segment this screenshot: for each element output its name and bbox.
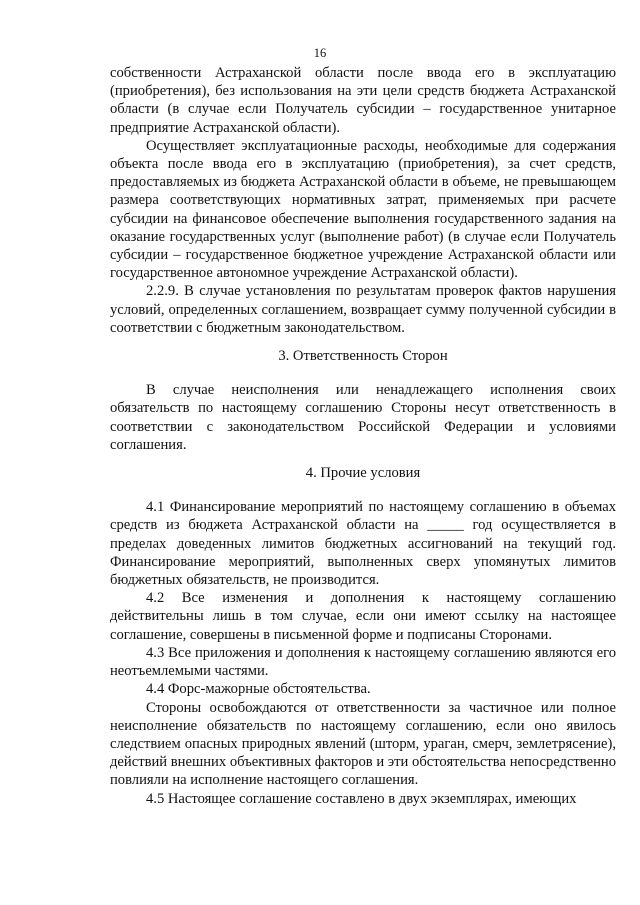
- paragraph-clause-4-1: 4.1 Финансирование мероприятий по настоящему соглашению в объемах средств из бюджета Астраханской области на _____ год осуществляется в пределах доведенных лимитов бюджетных ассигнований на текущий год. Финансирование мероприятий, выполненных сверх упомянутых лимитов бюджетных обязательств, не производится.: [110, 499, 616, 589]
- paragraph-clause-2-2-9: 2.2.9. В случае установления по результатам проверок фактов нарушения условий, определенных соглашением, возвращает сумму полученной субсидии в соответствии с бюджетным законодательством.: [110, 283, 616, 336]
- paragraph-clause-4-3: 4.3 Все приложения и дополнения к настоящему соглашению являются его неотъемлемыми частями.: [110, 644, 616, 680]
- paragraph-clause-4-4: 4.4 Форс-мажорные обстоятельства.: [146, 681, 371, 698]
- page-number: 16: [313, 46, 327, 60]
- paragraph-responsibility: В случае неисполнения или ненадлежащего исполнения своих обязательств по настоящему соглашению Стороны несут ответственность в соответствии с законодательством Российской Федерации и условиями соглашения.: [110, 382, 616, 453]
- paragraph-clause-4-2: 4.2 Все изменения и дополнения к настоящему соглашению действительны лишь в том случае, если они имеют ссылку на настоящее соглашение, совершены в письменной форме и подписаны Сторонами.: [110, 590, 616, 643]
- paragraph-force-majeure: Стороны освобождаются от ответственности за частичное или полное неисполнение обязательств по настоящему соглашению, если оно явилось следствием опасных природных явлений (шторм, ураган, смерч, землетрясение), действий внешних объективных факторов и эти обстоятельства непосредственно повлияли на исполнение настоящего соглашения.: [110, 699, 616, 789]
- document-body: [110, 64, 616, 808]
- section-heading-other-terms: 4. Прочие условия: [305, 465, 421, 482]
- paragraph-operating-expenses: Осуществляет эксплуатационные расходы, необходимые для содержания объекта после ввода его в эксплуатацию (приобретения), за счет средств, предоставляемых из бюджета Астраханской области в объеме, не превышающем размера соответствующих нормативных затрат, применяемых при расчете субсидии на финансовое обеспечение выполнения государственного задания на оказание государственных услуг (выполнение работ) (в случае если Получатель субсидии – государственное бюджетное учреждение Астраханской области или государственное автономное учреждение Астраханской области).: [110, 137, 616, 282]
- paragraph-property-usage: собственности Астраханской области после ввода его в эксплуатацию (приобретения), без использования на эти цели средств бюджета Астраханской области (в случае если Получатель субсидии – государственное унитарное предприятие Астраханской области).: [110, 65, 616, 136]
- paragraph-clause-4-5: 4.5 Настоящее соглашение составлено в двух экземплярах, имеющих: [146, 790, 577, 807]
- section-heading-responsibility: 3. Ответственность Сторон: [278, 348, 448, 365]
